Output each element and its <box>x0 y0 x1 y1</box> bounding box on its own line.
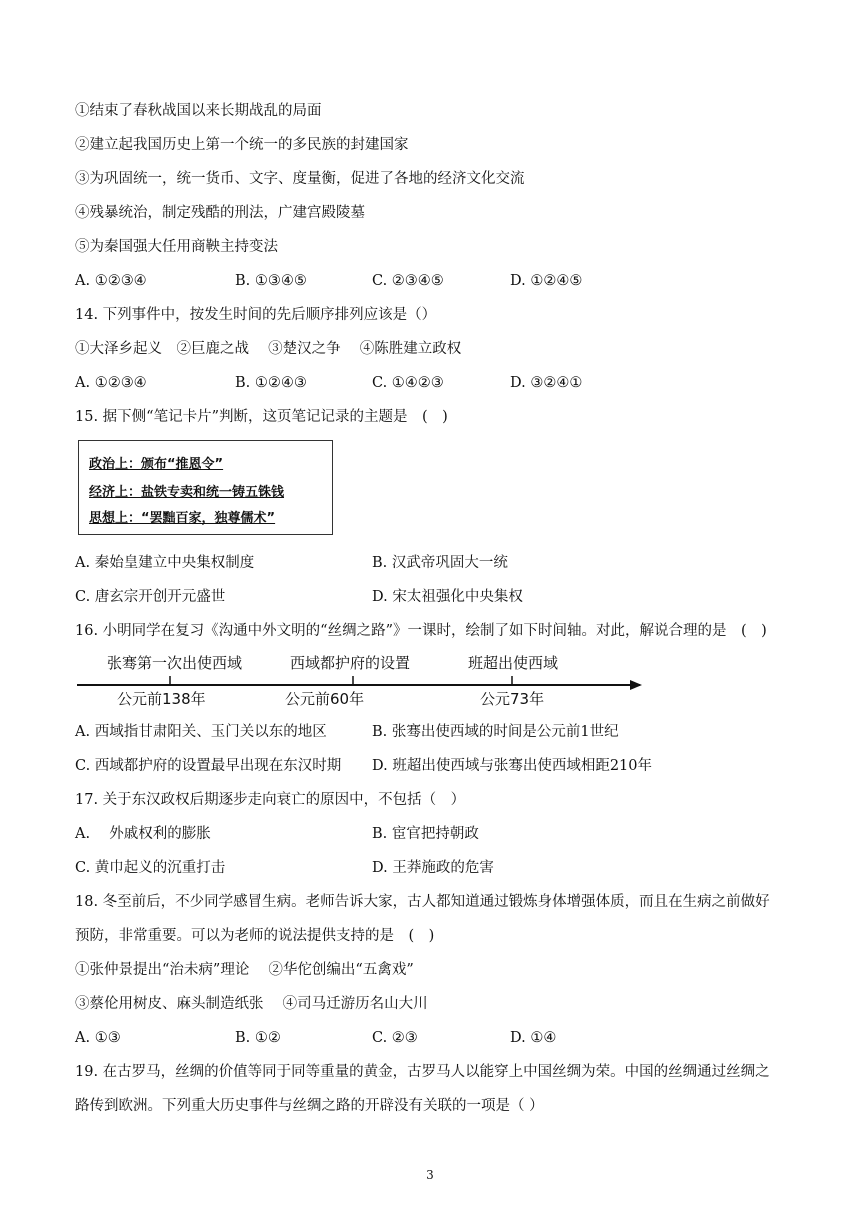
q15-options-row1 <box>75 553 795 573</box>
silk-road-timeline <box>75 648 655 710</box>
q13-option-a: A. ①②③④ <box>75 273 147 289</box>
q17-option-c: C. 黄巾起义的沉重打击 <box>75 860 226 876</box>
q16-stem: 16. 小明同学在复习《沟通中外文明的“丝绸之路”》一课时，绘制了如下时间轴。对此，解说合理的是 ( ) <box>75 623 767 639</box>
q18-option-a: A. ①③ <box>75 1030 121 1046</box>
q18-stem-line2: 预防，非常重要。可以为老师的说法提供支持的是 ( ) <box>75 928 435 944</box>
q19-stem-line2: 路传到欧洲。下列重大历史事件与丝绸之路的开辟没有关联的一项是（ ） <box>75 1098 544 1114</box>
q16-option-b: B. 张骞出使西域的时间是公元前1世纪 <box>372 724 619 740</box>
q17-stem: 17. 关于东汉政权后期逐步走向衰亡的原因中，不包括（ ） <box>75 792 466 808</box>
q13-item-3: ③为巩固统一，统一货币、文字、度量衡，促进了各地的经济文化交流 <box>75 171 525 187</box>
q15-option-b: B. 汉武帝巩固大一统 <box>372 555 508 571</box>
q14-option-a: A. ①②③④ <box>75 375 147 391</box>
q15-option-d: D. 宋太祖强化中央集权 <box>372 589 523 605</box>
q14-option-c: C. ①④②③ <box>372 375 444 391</box>
q18-options <box>75 1028 795 1048</box>
q15-option-c: C. 唐玄宗开创开元盛世 <box>75 589 226 605</box>
q16-option-d: D. 班超出使西域与张骞出使西域相距210年 <box>372 758 653 774</box>
q18-option-d: D. ①④ <box>510 1030 557 1046</box>
q13-item-1: ①结束了春秋战国以来长期战乱的局面 <box>75 103 322 119</box>
q17-option-d: D. 王莽施政的危害 <box>372 860 494 876</box>
q18-option-b: B. ①② <box>235 1030 281 1046</box>
timeline-date-60bc: 公元前60年 <box>285 690 365 708</box>
q13-item-2: ②建立起我国历史上第一个统一的多民族的封建国家 <box>75 137 409 153</box>
q17-options-row2 <box>75 858 795 878</box>
q18-stem-line1: 18. 冬至前后，不少同学感冒生病。老师告诉大家，古人都知道通过锻炼身体增强体质，而且在生病之前做好 <box>75 894 770 910</box>
q16-options-row2 <box>75 756 795 776</box>
q14-option-b: B. ①②④③ <box>235 375 307 391</box>
timeline-event-zhangqian: 张骞第一次出使西域 <box>107 654 243 672</box>
q13-options <box>75 271 795 291</box>
q15-stem: 15. 据下侧“笔记卡片”判断，这页笔记记录的主题是 ( ) <box>75 409 448 425</box>
q14-option-d: D. ③②④① <box>510 375 583 391</box>
timeline-date-73ad: 公元73年 <box>480 690 545 708</box>
q13-option-c: C. ②③④⑤ <box>372 273 444 289</box>
q16-option-a: A. 西域指甘肃阳关、玉门关以东的地区 <box>75 724 327 740</box>
timeline-date-138bc: 公元前138年 <box>117 690 206 708</box>
q13-option-d: D. ①②④⑤ <box>510 273 583 289</box>
timeline-event-protectorate: 西域都护府的设置 <box>290 654 411 672</box>
q17-option-a: A. 外戚权利的膨胀 <box>75 826 211 842</box>
q16-options-row1 <box>75 722 795 742</box>
q17-option-b: B. 宦官把持朝政 <box>372 826 479 842</box>
q16-option-c: C. 西域都护府的设置最早出现在东汉时期 <box>75 758 342 774</box>
page-number: 3 <box>426 1168 434 1182</box>
q13-item-5: ⑤为秦国强大任用商鞅主持变法 <box>75 239 278 255</box>
q15-option-a: A. 秦始皇建立中央集权制度 <box>75 555 255 571</box>
q18-option-c: C. ②③ <box>372 1030 418 1046</box>
q17-options-row1 <box>75 824 795 844</box>
q18-items-line1: ①张仲景提出“治未病”理论 ②华佗创编出“五禽戏” <box>75 962 414 978</box>
q14-options <box>75 373 795 393</box>
note-card-line-thought: 思想上：“罢黜百家，独尊儒术” <box>89 511 276 526</box>
q15-options-row2 <box>75 587 795 607</box>
q13-item-4: ④残暴统治，制定残酷的刑法，广建宫殿陵墓 <box>75 205 365 221</box>
timeline-event-banchao: 班超出使西域 <box>468 654 559 672</box>
q13-option-b: B. ①③④⑤ <box>235 273 307 289</box>
q14-stem: 14. 下列事件中，按发生时间的先后顺序排列应该是（） <box>75 307 437 323</box>
q18-items-line2: ③蔡伦用树皮、麻头制造纸张 ④司马迁游历名山大川 <box>75 996 428 1012</box>
q19-stem-line1: 19. 在古罗马，丝绸的价值等同于同等重量的黄金，古罗马人以能穿上中国丝绸为荣。中国的丝绸通过丝绸之 <box>75 1064 770 1080</box>
note-card-line-politics: 政治上：颁布“推恩令” <box>89 457 224 472</box>
note-card-line-economy: 经济上：盐铁专卖和统一铸五铢钱 <box>89 485 285 500</box>
note-card <box>78 440 333 535</box>
q14-items: ①大泽乡起义 ②巨鹿之战 ③楚汉之争 ④陈胜建立政权 <box>75 341 462 357</box>
